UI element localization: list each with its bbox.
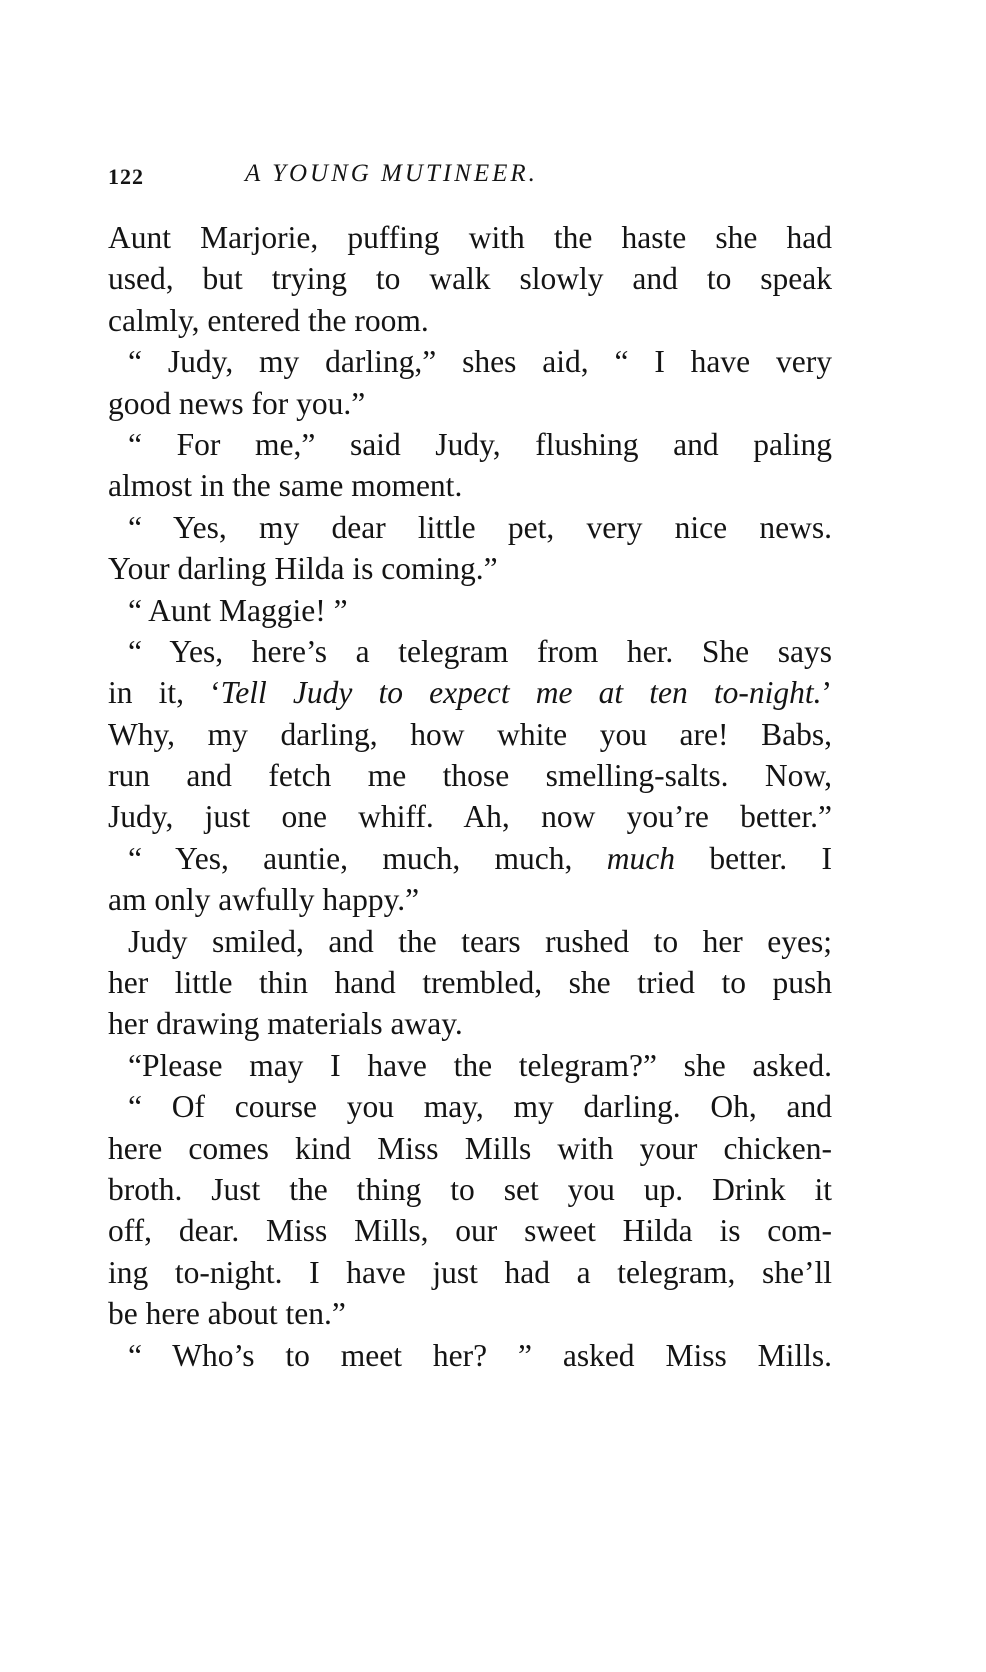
text-line: [108, 879, 832, 920]
text-line: [108, 424, 832, 465]
text-segment: in it, ‘: [108, 675, 221, 711]
text-segment: off, dear. Miss Mills, our sweet Hilda is com-: [108, 1213, 832, 1249]
text-segment: Judy, just one whiff. Ah, now you’re better.”: [108, 799, 832, 835]
text-line: [108, 1293, 832, 1334]
text-line: [108, 300, 832, 341]
text-line: [108, 631, 832, 672]
page-number: 122: [108, 164, 144, 189]
text-segment: “ Of course you may, my darling. Oh, and: [128, 1089, 832, 1125]
text-line: [108, 383, 832, 424]
text-line: [108, 714, 832, 755]
text-segment: here comes kind Miss Mills with your chicken-: [108, 1130, 832, 1166]
text-line: [108, 1252, 832, 1293]
text-segment: her drawing materials away.: [108, 1006, 463, 1042]
text-line: [108, 341, 832, 382]
text-line: [108, 755, 832, 796]
text-segment: “ Yes, here’s a telegram from her. She says: [128, 633, 832, 669]
text-line: [108, 258, 832, 299]
italic-text: Tell Judy to expect me at ten to-night.: [220, 675, 822, 711]
text-segment: her little thin hand trembled, she tried to push: [108, 965, 832, 1001]
running-header: [108, 160, 830, 196]
text-line: [108, 1128, 832, 1169]
text-line: [108, 1169, 832, 1210]
text-line: [108, 1003, 832, 1044]
text-segment: be here about ten.”: [108, 1296, 346, 1332]
text-segment: Why, my darling, how white you are! Babs,: [108, 716, 832, 752]
italic-text: much: [606, 840, 675, 876]
text-line: [108, 507, 832, 548]
text-segment: ’: [821, 675, 832, 711]
text-segment: better. I: [674, 840, 832, 876]
text-segment: calmly, entered the room.: [108, 302, 429, 338]
text-segment: “ Yes, my dear little pet, very nice news.: [128, 509, 832, 545]
text-segment: Aunt Marjorie, puffing with the haste she had: [108, 220, 832, 255]
text-segment: used, but trying to walk slowly and to speak: [108, 261, 832, 297]
text-segment: “ Judy, my darling,” shes aid, “ I have very: [128, 344, 832, 380]
text-line: [108, 1210, 832, 1251]
text-segment: “ Aunt Maggie! ”: [128, 592, 348, 628]
body-text: [108, 217, 832, 1376]
text-segment: “ Who’s to meet her? ” asked Miss Mills.: [128, 1337, 832, 1373]
text-segment: Judy smiled, and the tears rushed to her eyes;: [128, 923, 832, 959]
text-line: [108, 962, 832, 1003]
text-line: [108, 1045, 832, 1086]
running-title: A YOUNG MUTINEER.: [245, 160, 538, 187]
text-line: [108, 1086, 832, 1127]
text-segment: almost in the same moment.: [108, 468, 463, 504]
text-line: [108, 590, 832, 631]
text-line: [108, 1335, 832, 1376]
text-line: [108, 838, 832, 879]
text-segment: broth. Just the thing to set you up. Drink it: [108, 1171, 832, 1207]
text-line: [108, 548, 832, 589]
text-segment: “ For me,” said Judy, flushing and paling: [128, 426, 832, 462]
text-segment: “Please may I have the telegram?” she asked.: [128, 1047, 832, 1083]
text-segment: “ Yes, auntie, much, much,: [128, 840, 607, 876]
text-line: [108, 465, 832, 506]
text-line: [108, 796, 832, 837]
text-segment: Your darling Hilda is coming.”: [108, 551, 498, 587]
text-line: [108, 672, 832, 713]
text-segment: good news for you.”: [108, 385, 366, 421]
text-segment: am only awfully happy.”: [108, 882, 420, 918]
text-segment: ing to-night. I have just had a telegram, she’ll: [108, 1254, 832, 1290]
text-line: [108, 217, 832, 258]
text-segment: run and fetch me those smelling-salts. Now,: [108, 758, 832, 794]
text-line: [108, 921, 832, 962]
